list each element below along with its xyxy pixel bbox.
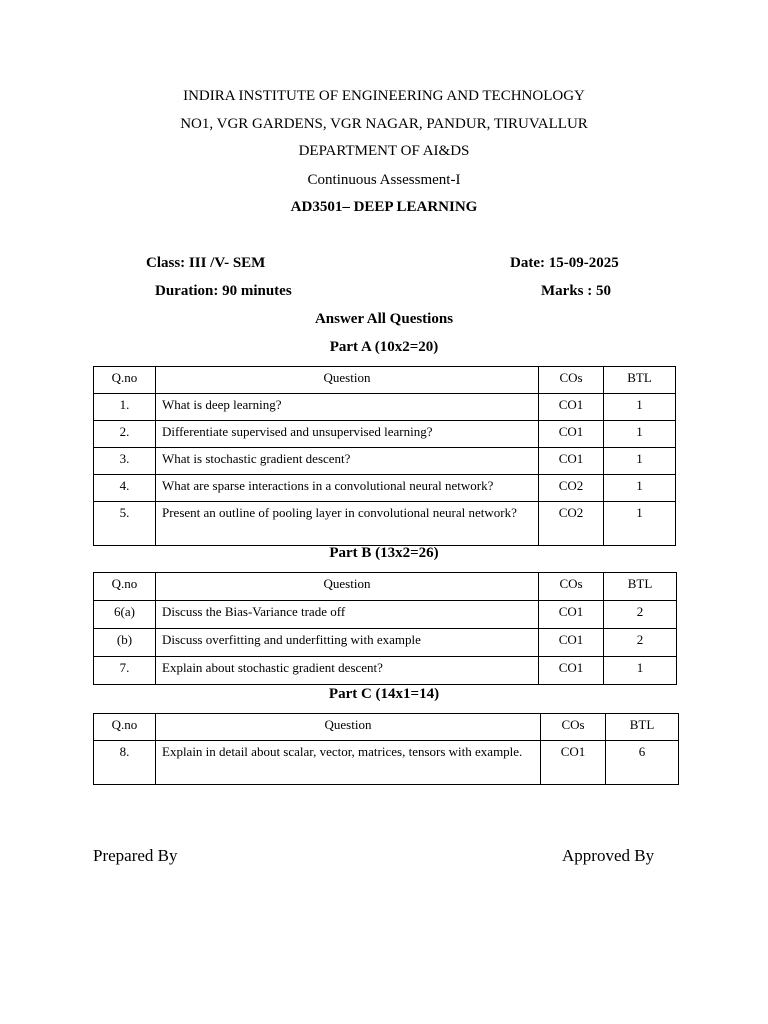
date-label: Date: 15-09-2025 <box>510 255 619 271</box>
header-cos: COs <box>539 367 604 394</box>
approved-by-label: Approved By <box>562 846 655 865</box>
question-cell: What is deep learning? <box>156 394 539 421</box>
co-cell: CO2 <box>539 475 604 502</box>
question-cell: Explain in detail about scalar, vector, matrices, tensors with example. <box>156 741 541 785</box>
header-question: Question <box>156 714 541 741</box>
table-header-row <box>94 573 677 601</box>
btl-cell: 1 <box>604 448 676 475</box>
part-a-title: Part A (10x2=20) <box>329 339 439 355</box>
course-title: AD3501– DEEP LEARNING <box>290 199 478 215</box>
question-cell: Discuss the Bias-Variance trade off <box>156 601 539 629</box>
btl-cell: 1 <box>604 394 676 421</box>
qno-cell: 4. <box>94 475 156 502</box>
question-cell: Present an outline of pooling layer in convolutional neural network? <box>156 502 539 546</box>
table-row <box>94 629 677 657</box>
class-label: Class: III /V- SEM <box>146 255 266 271</box>
table-row <box>94 741 679 785</box>
header-qno: Q.no <box>94 714 156 741</box>
header-qno: Q.no <box>94 573 156 601</box>
part-b-title: Part B (13x2=26) <box>329 545 439 561</box>
table-row <box>94 394 676 421</box>
header-question: Question <box>156 573 539 601</box>
btl-cell: 1 <box>604 657 677 685</box>
table-row <box>94 657 677 685</box>
table-header-row <box>94 714 679 741</box>
qno-cell: 8. <box>94 741 156 785</box>
institute-address: NO1, VGR GARDENS, VGR NAGAR, PANDUR, TIRUVALLUR <box>180 116 588 132</box>
header-btl: BTL <box>604 573 677 601</box>
btl-cell: 1 <box>604 502 676 546</box>
qno-cell: 2. <box>94 421 156 448</box>
part-c-title: Part C (14x1=14) <box>328 686 440 702</box>
table-row <box>94 502 676 546</box>
table-row <box>94 601 677 629</box>
btl-cell: 2 <box>604 601 677 629</box>
qno-cell: 6(a) <box>94 601 156 629</box>
btl-cell: 2 <box>604 629 677 657</box>
qno-cell: 1. <box>94 394 156 421</box>
qno-cell: 5. <box>94 502 156 546</box>
qno-cell: 3. <box>94 448 156 475</box>
header-btl: BTL <box>606 714 679 741</box>
header-btl: BTL <box>604 367 676 394</box>
co-cell: CO2 <box>539 502 604 546</box>
co-cell: CO1 <box>541 741 606 785</box>
co-cell: CO1 <box>539 421 604 448</box>
table-row <box>94 448 676 475</box>
question-cell: Differentiate supervised and unsupervised learning? <box>156 421 539 448</box>
co-cell: CO1 <box>539 394 604 421</box>
marks-label: Marks : 50 <box>541 283 611 299</box>
question-cell: Discuss overfitting and underfitting with example <box>156 629 539 657</box>
question-cell: What is stochastic gradient descent? <box>156 448 539 475</box>
header-cos: COs <box>541 714 606 741</box>
btl-cell: 1 <box>604 421 676 448</box>
prepared-by-label: Prepared By <box>93 846 178 865</box>
institute-name: INDIRA INSTITUTE OF ENGINEERING AND TECHNOLOGY <box>183 88 585 104</box>
question-cell: Explain about stochastic gradient descent? <box>156 657 539 685</box>
duration-label: Duration: 90 minutes <box>155 283 292 299</box>
co-cell: CO1 <box>539 629 604 657</box>
assessment-title: Continuous Assessment-I <box>307 172 461 188</box>
qno-cell: (b) <box>94 629 156 657</box>
question-cell: What are sparse interactions in a convolutional neural network? <box>156 475 539 502</box>
btl-cell: 1 <box>604 475 676 502</box>
table-row <box>94 475 676 502</box>
co-cell: CO1 <box>539 657 604 685</box>
part-a-table <box>93 366 676 546</box>
header-qno: Q.no <box>94 367 156 394</box>
department-name: DEPARTMENT OF AI&DS <box>298 143 470 159</box>
part-c-table <box>93 713 679 785</box>
header-question: Question <box>156 367 539 394</box>
co-cell: CO1 <box>539 601 604 629</box>
co-cell: CO1 <box>539 448 604 475</box>
part-b-table <box>93 572 677 685</box>
btl-cell: 6 <box>606 741 679 785</box>
header-cos: COs <box>539 573 604 601</box>
instruction-text: Answer All Questions <box>314 311 454 327</box>
table-header-row <box>94 367 676 394</box>
table-row <box>94 421 676 448</box>
qno-cell: 7. <box>94 657 156 685</box>
